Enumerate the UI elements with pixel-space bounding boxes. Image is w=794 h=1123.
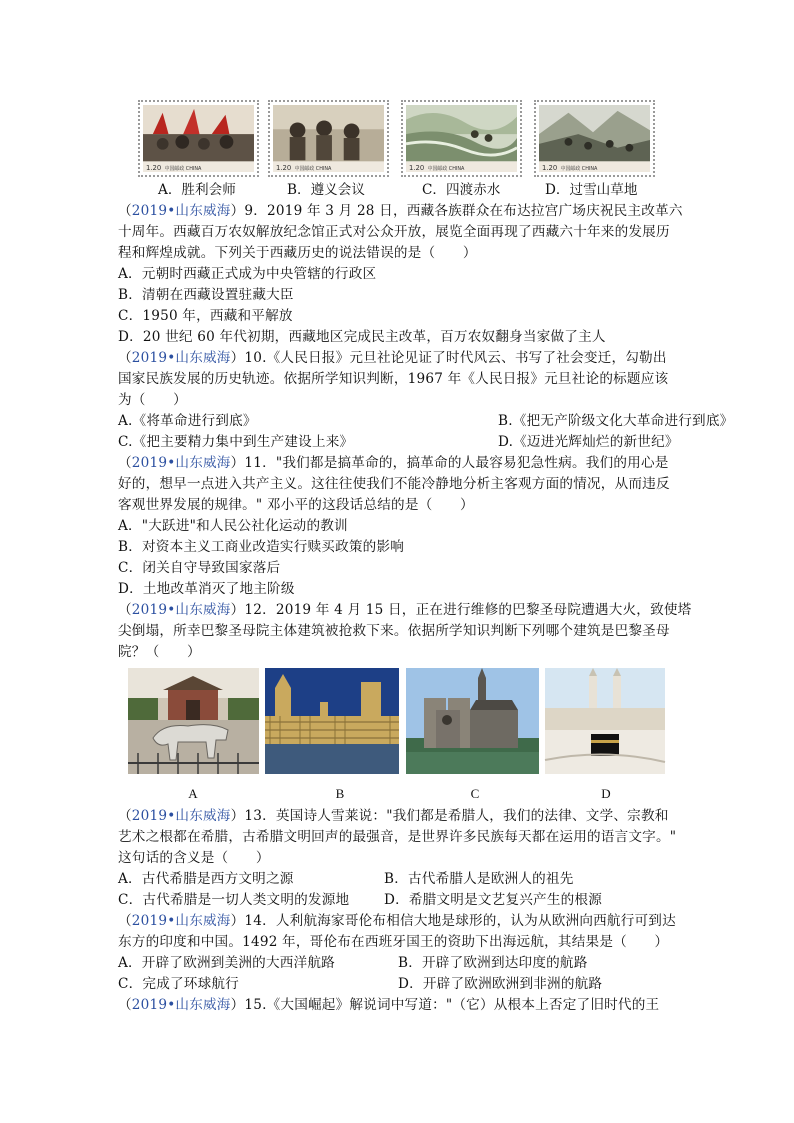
q14-stem-line-2: 东方的印度和中国。1492 年，哥伦布在西班牙国王的资助下出海远航，其结果是（ ） <box>118 934 669 950</box>
stamp-value: 1.20 <box>145 164 162 173</box>
q10-stem-line-2: 国家民族发展的历史轨迹。依据所学知识判断，1967 年《人民日报》元旦社论的标题应该 <box>118 371 669 387</box>
q9-stem-line-2: 十周年。西藏百万农奴解放纪念馆正式对公众开放，展览全面再现了西藏六十年来的发展历 <box>118 224 670 240</box>
q15-source: 2019•山东威海 <box>131 997 231 1013</box>
q9-source: 2019•山东威海 <box>131 203 231 219</box>
stamp-option-a: A．胜利会师 <box>158 182 236 198</box>
q12-stem-line-1: （2019•山东威海）12．2019 年 4 月 15 日，正在进行维修的巴黎圣母院遭遇大火，致使塔 <box>118 602 692 618</box>
q14-source: 2019•山东威海 <box>131 913 231 929</box>
notre-dame-cathedral-image <box>406 668 539 774</box>
building-photo-d-kaaba <box>545 668 665 774</box>
temple-with-horse-statue-image <box>128 668 259 774</box>
q14-option-b: B．开辟了欧洲到达印度的航路 <box>398 955 588 971</box>
q9-stem-line-3: 程和辉煌成就。下列关于西藏历史的说法错误的是（ ） <box>118 245 477 261</box>
q11-option-d: D．土地改革消灭了地主阶级 <box>118 581 295 597</box>
stamp-value: 1.20 <box>541 164 558 173</box>
image-label-b: B <box>335 786 345 801</box>
q11-stem-line-3: 客观世界发展的规律。" 邓小平的这段话总结的是（ ） <box>118 497 474 513</box>
stamp-illustration <box>406 105 517 172</box>
q10-option-c: C.《把主要精力集中到生产建设上来》 <box>118 434 354 450</box>
image-label-c: C <box>470 786 480 801</box>
stamp-country: 中国邮政 CHINA <box>427 166 465 173</box>
kaaba-mecca-image <box>545 668 665 774</box>
q14-option-d: D．开辟了欧洲欧洲到非洲的航路 <box>398 976 603 992</box>
image-label-d: D <box>601 786 611 801</box>
q11-option-a: A．"大跃进"和人民公社化运动的教训 <box>118 518 348 534</box>
q10-stem-line-3: 为（ ） <box>118 392 187 408</box>
q14-option-a: A．开辟了欧洲到美洲的大西洋航路 <box>118 955 335 971</box>
q10-option-d: D.《迈进光辉灿烂的新世纪》 <box>498 434 679 450</box>
q12-source: 2019•山东威海 <box>131 602 231 618</box>
q12-stem-line-2: 尖倒塌，所幸巴黎圣母院主体建筑被抢救下来。依据所学知识判断下列哪个建筑是巴黎圣母 <box>118 623 670 639</box>
stamp-image-zunyi-meeting <box>268 100 389 177</box>
q13-stem-line-2: 艺术之根都在希腊，古希腊文明回声的最强音，是世界许多民族每天都在运用的语言文字。" <box>118 829 677 845</box>
stamp-country: 中国邮政 CHINA <box>560 166 598 173</box>
q13-options-row-2 <box>118 890 683 911</box>
q14-stem-line-1: （2019•山东威海）14．人利航海家哥伦布相信大地是球形的，认为从欧洲向西航行可到达 <box>118 913 676 929</box>
q9-option-b: B．清朝在西藏设置驻藏大臣 <box>118 287 294 303</box>
stamp-image-four-crossings <box>401 100 522 177</box>
q15-stem-line-1: （2019•山东威海）15.《大国崛起》解说词中写道："（它）从根本上否定了旧时代的王 <box>118 997 660 1013</box>
q14-options-row-2 <box>118 974 683 995</box>
q11-option-b: B．对资本主义工商业改造实行赎买政策的影响 <box>118 539 405 555</box>
stamp-option-c: C．四渡赤水 <box>422 182 501 198</box>
q11-stem-line-1: （2019•山东威海）11．"我们都是搞革命的，搞革命的人最容易犯急性病。我们的用心是 <box>118 455 669 471</box>
q9-option-c: C．1950 年，西藏和平解放 <box>118 308 293 324</box>
stamp-image-victory-meeting <box>138 100 259 177</box>
q11-stem-line-2: 好的，想早一点进入共产主义。这往往使我们不能冷静地分析主客观方面的情况，从而违反 <box>118 476 670 492</box>
building-photo-c-notre-dame <box>406 668 539 774</box>
q10-option-a: A.《将革命进行到底》 <box>118 413 257 429</box>
stamp-value: 1.20 <box>275 164 292 173</box>
q9-option-d: D．20 世纪 60 年代初期，西藏地区完成民主改革，百万农奴翻身当家做了主人 <box>118 329 606 345</box>
q13-stem-line-1: （2019•山东威海）13．英国诗人雪莱说："我们都是希腊人，我们的法律、文学、宗教和 <box>118 808 669 824</box>
q14-option-c: C．完成了环球航行 <box>118 976 239 992</box>
stamp-value: 1.20 <box>408 164 425 173</box>
building-photo-a-temple <box>128 668 259 774</box>
stamp-image-snow-mountains <box>534 100 655 177</box>
q12-stem-line-3: 院？（ ） <box>118 644 201 660</box>
q10-stem-line-1: （2019•山东威海）10.《人民日报》元旦社论见证了时代风云、书写了社会变迁，勾勒出 <box>118 350 667 366</box>
q13-option-c: C．古代希腊是一切人类文明的发源地 <box>118 892 350 908</box>
q13-options-row-1 <box>118 869 683 890</box>
stamp-illustration <box>143 105 254 172</box>
stamp-illustration <box>539 105 650 172</box>
stamp-country: 中国邮政 CHINA <box>294 166 332 173</box>
q9-stem-line-1: （2019•山东威海）9．2019 年 3 月 28 日，西藏各族群众在布达拉宫广场庆祝民主改革六 <box>118 203 683 219</box>
q10-options-row-1 <box>118 411 734 432</box>
q9-option-a: A．元朝时西藏正式成为中央管辖的行政区 <box>118 266 377 282</box>
stamp-option-d: D．过雪山草地 <box>545 182 638 198</box>
q11-source: 2019•山东威海 <box>131 455 231 471</box>
stamp-country: 中国邮政 CHINA <box>164 166 202 173</box>
q10-option-b: B.《把无产阶级文化大革命进行到底》 <box>498 413 734 429</box>
q13-option-b: B．古代希腊人是欧洲人的祖先 <box>384 871 574 887</box>
q13-stem-line-3: 这句话的含义是（ ） <box>118 850 270 866</box>
q10-options-row-2 <box>118 432 683 453</box>
stamp-illustration <box>273 105 384 172</box>
q13-option-a: A．古代希腊是西方文明之源 <box>118 871 294 887</box>
q11-option-c: C．闭关自守导致国家落后 <box>118 560 281 576</box>
q10-source: 2019•山东威海 <box>131 350 231 366</box>
q14-options-row-1 <box>118 953 683 974</box>
stamp-option-b: B．遵义会议 <box>287 182 365 198</box>
q13-source: 2019•山东威海 <box>131 808 231 824</box>
image-label-a: A <box>188 786 198 801</box>
building-photo-b-parliament <box>265 668 399 774</box>
q13-option-d: D．希腊文明是文艺复兴产生的根源 <box>384 892 603 908</box>
gothic-parliament-image <box>265 668 399 774</box>
